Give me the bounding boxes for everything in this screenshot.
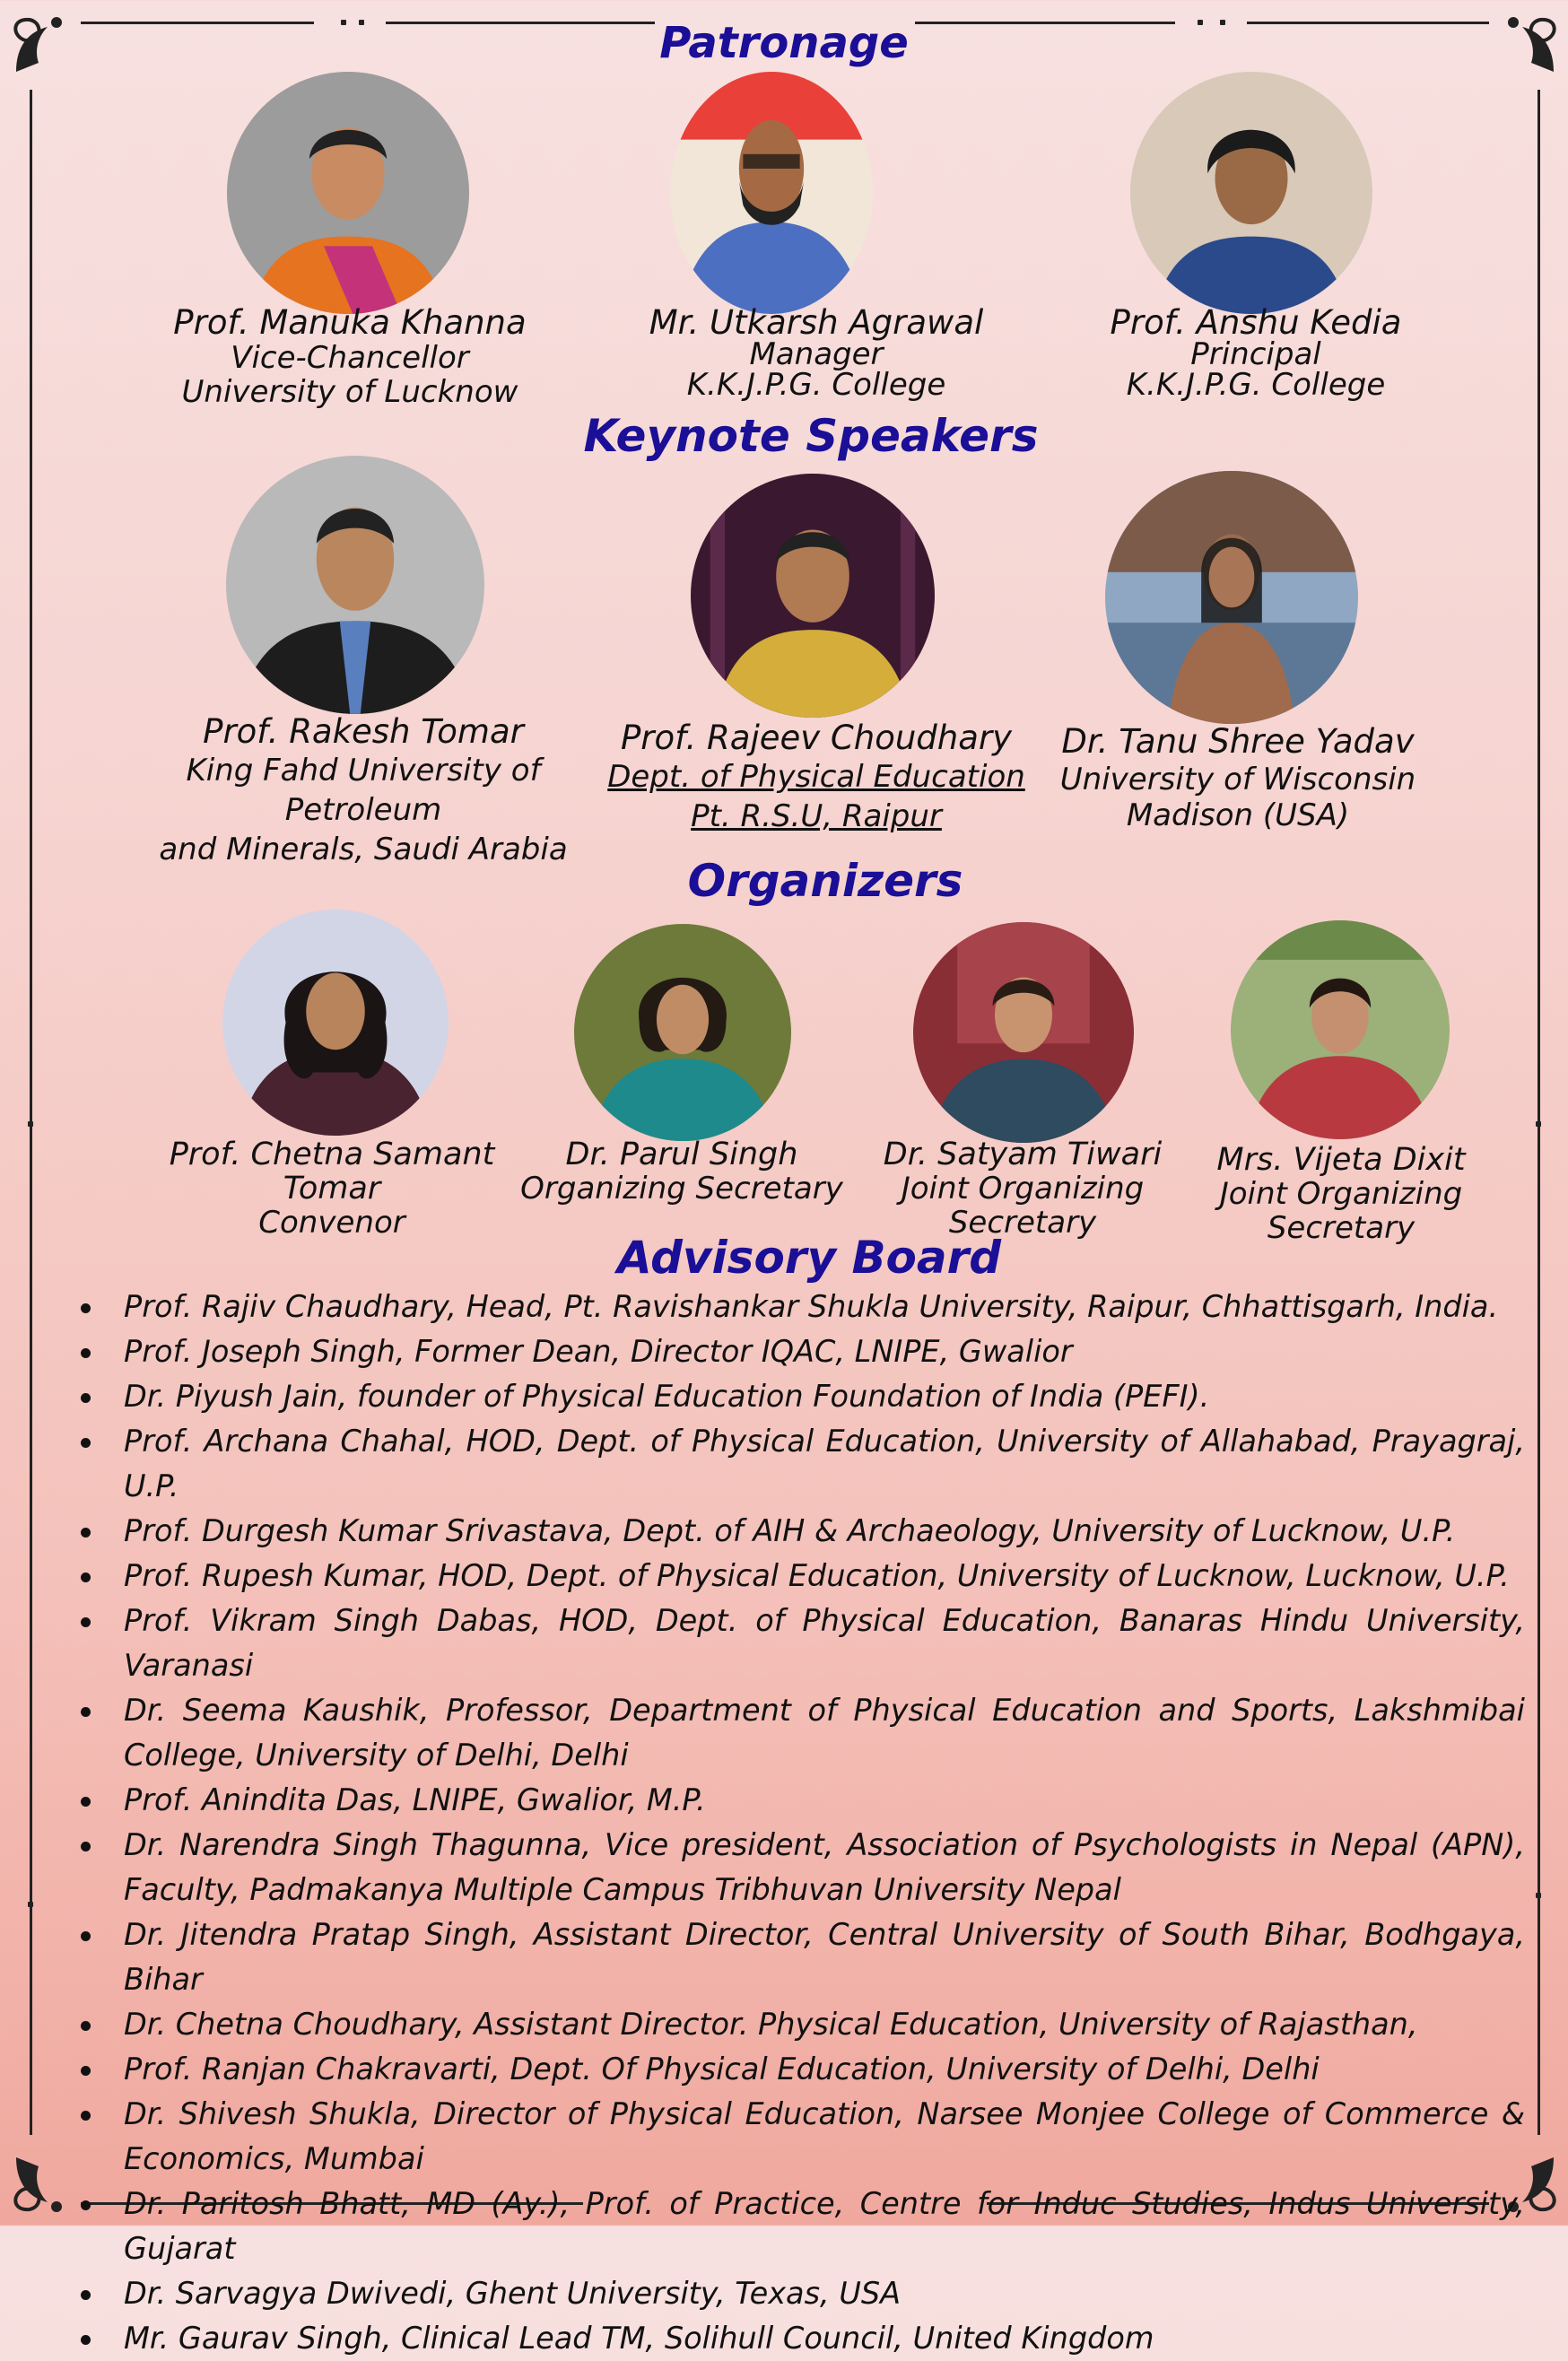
advisory-heading: Advisory Board	[617, 1232, 1002, 1284]
person-affiliation: University of Lucknow	[181, 374, 518, 410]
person-name: Mrs. Vijeta Dixit	[1216, 1142, 1466, 1178]
bullet-icon	[81, 2111, 91, 2121]
list-item	[72, 1419, 1525, 1509]
patron-photo	[670, 72, 873, 314]
frame-dot	[1536, 1893, 1541, 1898]
organizer-card	[520, 1137, 843, 1206]
advisory-member: Prof. Rajiv Chaudhary, Head, Pt. Ravishankar Shukla University, Raipur, Chhattisgarh, India.	[124, 1289, 1499, 1324]
person-affiliation: Petroleum	[284, 792, 442, 828]
keynote-photo	[226, 456, 484, 714]
list-item	[72, 2316, 1525, 2361]
portrait-photo-icon	[691, 474, 935, 718]
organizer-photo	[574, 924, 791, 1141]
keynote-card	[1014, 723, 1462, 832]
patron-card	[1032, 305, 1480, 402]
portrait-photo-icon	[574, 924, 791, 1141]
patron-card	[126, 305, 574, 409]
bullet-icon	[81, 1707, 91, 1717]
person-name: Mr. Utkarsh Agrawal	[649, 303, 984, 342]
bullet-icon	[81, 2290, 91, 2300]
person-role: Secretary	[948, 1205, 1097, 1241]
advisory-member: Dr. Chetna Choudhary, Assistant Director. Physical Education, University of Rajasthan,	[124, 2007, 1418, 2042]
person-name: Prof. Chetna Samant Tomar	[169, 1137, 495, 1207]
person-role: Organizing Secretary	[520, 1171, 843, 1207]
organizer-card	[861, 1137, 1184, 1240]
bullet-icon	[81, 1528, 91, 1538]
portrait-photo-icon	[226, 456, 484, 714]
list-item	[72, 1285, 1525, 1329]
list-item	[72, 1374, 1525, 1419]
portrait-photo-icon	[222, 910, 449, 1136]
frame-right	[1538, 90, 1540, 2135]
organizer-photo	[222, 910, 449, 1136]
bullet-icon	[81, 1348, 91, 1358]
advisory-member: Dr. Narendra Singh Thagunna, Vice president, Association of Psychologists in Nepal (APN), Faculty, Padmakanya Multiple Campus Tribhuvan University Nepal	[124, 1827, 1525, 1907]
bullet-icon	[81, 1438, 91, 1448]
bullet-icon	[81, 1842, 91, 1851]
portrait-photo-icon	[670, 72, 873, 314]
advisory-member: Prof. Joseph Singh, Former Dean, Director IQAC, LNIPE, Gwalior	[124, 1334, 1073, 1369]
keynote-card	[144, 713, 583, 869]
advisory-member: Dr. Sarvagya Dwivedi, Ghent University, Texas, USA	[124, 2276, 902, 2311]
person-role: Secretary	[1267, 1210, 1416, 1246]
person-name: Prof. Anshu Kedia	[1110, 303, 1402, 342]
bullet-icon	[81, 1617, 91, 1627]
portrait-photo-icon	[227, 72, 469, 314]
person-role: Manager	[749, 336, 884, 372]
advisory-list	[72, 1285, 1525, 2361]
patron-photo	[227, 72, 469, 314]
advisory-member: Prof. Archana Chahal, HOD, Dept. of Physical Education, University of Allahabad, Prayagraj, U.P.	[124, 1424, 1525, 1503]
list-item	[72, 2002, 1525, 2047]
person-affiliation: Pt. R.S.U, Raipur	[691, 798, 942, 834]
person-role: Joint Organizing	[901, 1171, 1145, 1207]
organizer-card	[126, 1137, 538, 1240]
person-name: Dr. Parul Singh	[565, 1137, 798, 1172]
bullet-icon	[81, 1797, 91, 1807]
list-item	[72, 1912, 1525, 2002]
list-item	[72, 1688, 1525, 1778]
keynote-card	[592, 719, 1041, 836]
person-role: Convenor	[258, 1205, 405, 1241]
keynote-photo	[1105, 471, 1358, 724]
advisory-member: Dr. Paritosh Bhatt, MD (Ay.), Prof. of Practice, Centre for Induc Studies, Indus University, Gujarat	[124, 2186, 1525, 2266]
person-role: Vice-Chancellor	[231, 340, 469, 376]
person-name: Dr. Satyam Tiwari	[883, 1137, 1163, 1172]
patronage-heading: Patronage	[659, 18, 909, 68]
person-name: Prof. Rajeev Choudhary	[621, 719, 1012, 757]
organizer-photo	[1231, 920, 1450, 1139]
advisory-member: Mr. Gaurav Singh, Clinical Lead TM, Solihull Council, United Kingdom	[124, 2321, 1154, 2356]
person-affiliation: Madison (USA)	[1126, 797, 1350, 833]
list-item	[72, 2047, 1525, 2092]
portrait-photo-icon	[1130, 72, 1372, 314]
list-item	[72, 1599, 1525, 1688]
advisory-member: Dr. Shivesh Shukla, Director of Physical Education, Narsee Monjee College of Commerce & Economics, Mumbai	[124, 2096, 1525, 2176]
advisory-member: Prof. Rupesh Kumar, HOD, Dept. of Physical Education, University of Lucknow, Lucknow, U.P.	[124, 1558, 1510, 1593]
frame-dot	[1536, 1121, 1541, 1127]
keynote-heading: Keynote Speakers	[583, 410, 1039, 462]
portrait-photo-icon	[1105, 471, 1358, 724]
bullet-icon	[81, 2200, 91, 2210]
advisory-member: Prof. Vikram Singh Dabas, HOD, Dept. of Physical Education, Banaras Hindu University, Varanasi	[124, 1603, 1525, 1683]
portrait-photo-icon	[1231, 920, 1450, 1139]
frame-left	[30, 90, 32, 2135]
bullet-icon	[81, 1303, 91, 1313]
frame-dot	[28, 1902, 33, 1907]
person-affiliation: King Fahd University of	[186, 753, 541, 788]
organizers-heading: Organizers	[687, 855, 963, 907]
person-role: Joint Organizing	[1219, 1176, 1463, 1212]
person-affiliation: University of Wisconsin	[1059, 762, 1416, 797]
person-name: Prof. Manuka Khanna	[173, 303, 527, 342]
advisory-member: Dr. Piyush Jain, founder of Physical Education Foundation of India (PEFI).	[124, 1379, 1210, 1414]
advisory-member: Dr. Jitendra Pratap Singh, Assistant Director, Central University of South Bihar, Bodhgaya, Bihar	[124, 1917, 1525, 1997]
list-item	[72, 1554, 1525, 1599]
bullet-icon	[81, 2335, 91, 2345]
list-item	[72, 1509, 1525, 1554]
advisory-member: Dr. Seema Kaushik, Professor, Department of Physical Education and Sports, Lakshmibai College, University of Delhi, Delhi	[124, 1693, 1525, 1773]
person-role: Principal	[1190, 336, 1321, 372]
frame-dot	[28, 1121, 33, 1127]
person-affiliation: and Minerals, Saudi Arabia	[159, 832, 568, 867]
person-affiliation: Dept. of Physical Education	[607, 759, 1025, 795]
list-item	[72, 2182, 1525, 2271]
portrait-photo-icon	[913, 922, 1134, 1143]
list-item	[72, 1778, 1525, 1823]
advisory-member: Prof. Ranjan Chakravarti, Dept. Of Physical Education, University of Delhi, Delhi	[124, 2052, 1320, 2087]
patron-card	[592, 305, 1041, 402]
list-item	[72, 2271, 1525, 2316]
patron-photo	[1130, 72, 1372, 314]
keynote-photo	[691, 474, 935, 718]
bullet-icon	[81, 1931, 91, 1941]
bullet-icon	[81, 2021, 91, 2031]
list-item	[72, 1329, 1525, 1374]
bullet-icon	[81, 1393, 91, 1403]
list-item	[72, 1823, 1525, 1912]
bullet-icon	[81, 2066, 91, 2076]
corner-ornament-icon	[7, 2148, 79, 2220]
bullet-icon	[81, 1573, 91, 1582]
organizer-photo	[913, 922, 1134, 1143]
person-name: Dr. Tanu Shree Yadav	[1061, 722, 1415, 761]
person-affiliation: K.K.J.P.G. College	[1126, 367, 1386, 403]
list-item	[72, 2092, 1525, 2182]
person-name: Prof. Rakesh Tomar	[203, 712, 524, 751]
advisory-member: Prof. Anindita Das, LNIPE, Gwalior, M.P.	[124, 1782, 706, 1817]
person-affiliation: K.K.J.P.G. College	[686, 367, 946, 403]
advisory-member: Prof. Durgesh Kumar Srivastava, Dept. of AIH & Archaeology, University of Lucknow, U.P.	[124, 1513, 1456, 1548]
